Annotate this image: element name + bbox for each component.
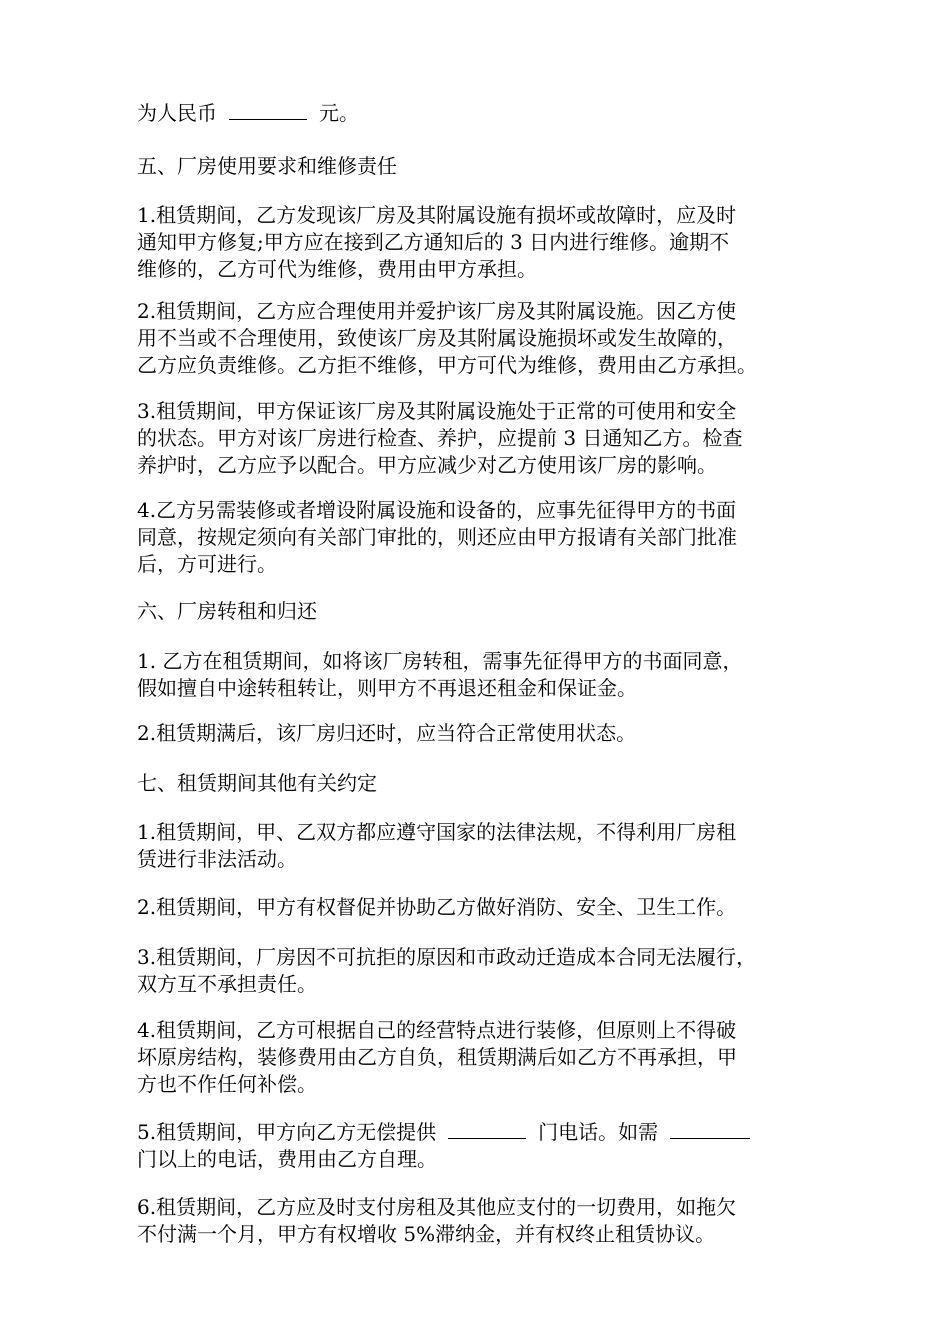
- rent-unit: 元。: [319, 101, 359, 125]
- section-heading-7: 七、租赁期间其他有关约定: [137, 771, 377, 795]
- clause-6-1: 1. 乙方在租赁期间，如将该厂房转租，需事先征得甲方的书面同意， 假如擅自中途转租转让，则甲方不再退还租金和保证金。: [137, 649, 743, 700]
- clause-7-5: 5.租赁期间，甲方向乙方无偿提供 门电话。如需 门以上的电话，费用由乙方自理。: [137, 1119, 827, 1173]
- clause-7-2: 2.租赁期间，甲方有权督促并协助乙方做好消防、安全、卫生工作。: [137, 895, 737, 919]
- clause-7-4: 4.租赁期间，乙方可根据自己的经营特点进行装修，但原则上不得破 坏原房结构，装修费用由乙方自负，租赁期满后如乙方不再承担，甲 方也不作任何补偿。: [137, 1018, 737, 1096]
- clause-5-3: 3.租赁期间，甲方保证该厂房及其附属设施处于正常的可使用和安全 的状态。甲方对该厂房进行检查、养护，应提前 3 日通知乙方。检查 养护时，乙方应予以配合。甲方应减少对乙方使用该厂房的影响。: [137, 399, 743, 477]
- blank-line: [670, 1119, 750, 1139]
- clause-5-4: 4.乙方另需装修或者增设附属设施和设备的，应事先征得甲方的书面 同意，按规定须向有关部门审批的，则还应由甲方报请有关部门批准 后，方可进行。: [137, 498, 737, 576]
- blank-line: [229, 100, 307, 120]
- rent-label: 为人民币: [137, 101, 217, 125]
- clause-7-3: 3.租赁期间，厂房因不可抗拒的原因和市政动迁造成本合同无法履行， 双方互不承担责任。: [137, 945, 757, 996]
- section-heading-6: 六、厂房转租和归还: [137, 599, 317, 623]
- clause-5-2: 2.租赁期间，乙方应合理使用并爱护该厂房及其附属设施。因乙方使 用不当或不合理使用，致使该厂房及其附属设施损坏或发生故障的， 乙方应负责维修。乙方拒不维修，甲方可代为维修，费用由乙方承担。: [137, 299, 757, 377]
- clause-7-6: 6.租赁期间，乙方应及时支付房租及其他应支付的一切费用，如拖欠 不付满一个月，甲方有权增收 5%滞纳金，并有权终止租赁协议。: [137, 1195, 737, 1246]
- section-heading-5: 五、厂房使用要求和维修责任: [137, 154, 397, 178]
- clause-5-1: 1.租赁期间，乙方发现该厂房及其附属设施有损坏或故障时，应及时 通知甲方修复;甲方应在接到乙方通知后的 3 日内进行维修。逾期不 维修的，乙方可代为维修，费用由甲方承担。: [137, 203, 737, 281]
- blank-line: [448, 1119, 526, 1139]
- paragraph-rent-amount: [137, 100, 827, 127]
- clause-6-2: 2.租赁期满后，该厂房归还时，应当符合正常使用状态。: [137, 721, 637, 745]
- clause-7-1: 1.租赁期间，甲、乙双方都应遵守国家的法律法规，不得利用厂房租 赁进行非法活动。: [137, 820, 737, 871]
